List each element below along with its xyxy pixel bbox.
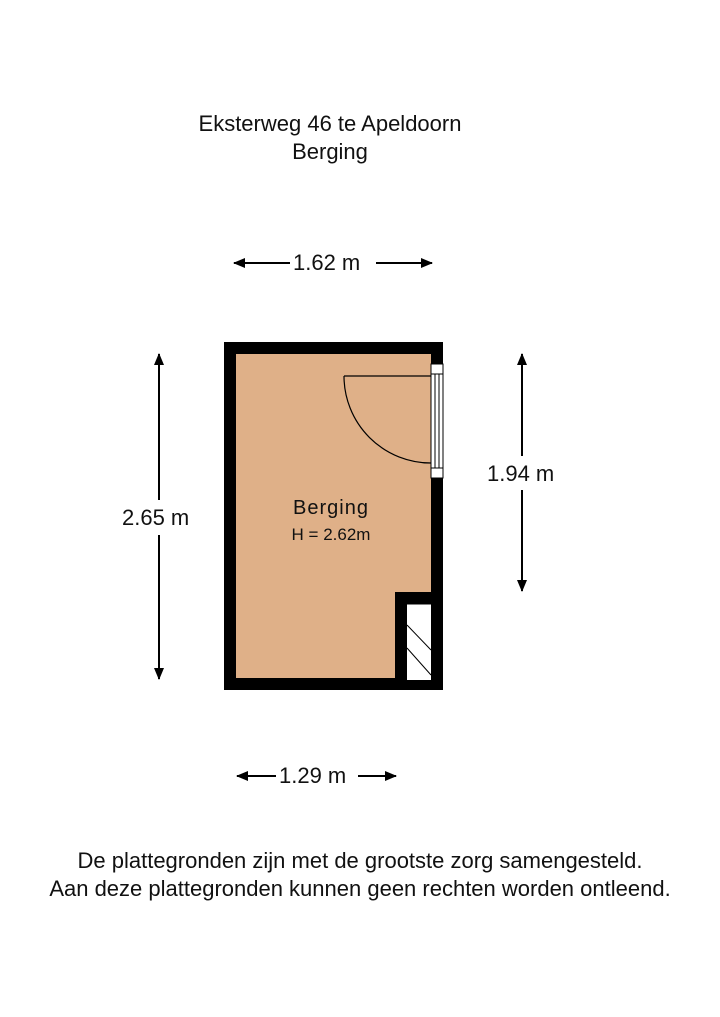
dimension-label-left: 2.65 m [122, 505, 190, 530]
plan-title-floor: Berging [292, 139, 368, 164]
disclaimer-line-2: Aan deze plattegronden kunnen geen rechten worden ontleend. [49, 876, 671, 901]
room-name-label: Berging [293, 497, 369, 519]
disclaimer-line-1: De plattegronden zijn met de grootste zorg samengesteld. [77, 848, 643, 873]
plan-title-address: Eksterweg 46 te Apeldoorn [198, 111, 462, 136]
window [431, 364, 443, 478]
shaft-niche [395, 592, 443, 690]
dimension-label-right: 1.94 m [487, 461, 555, 486]
room-height-label: H = 2.62m [291, 525, 371, 544]
dimension-label-top: 1.62 m [293, 250, 361, 275]
dimension-label-bottom: 1.29 m [279, 763, 347, 788]
